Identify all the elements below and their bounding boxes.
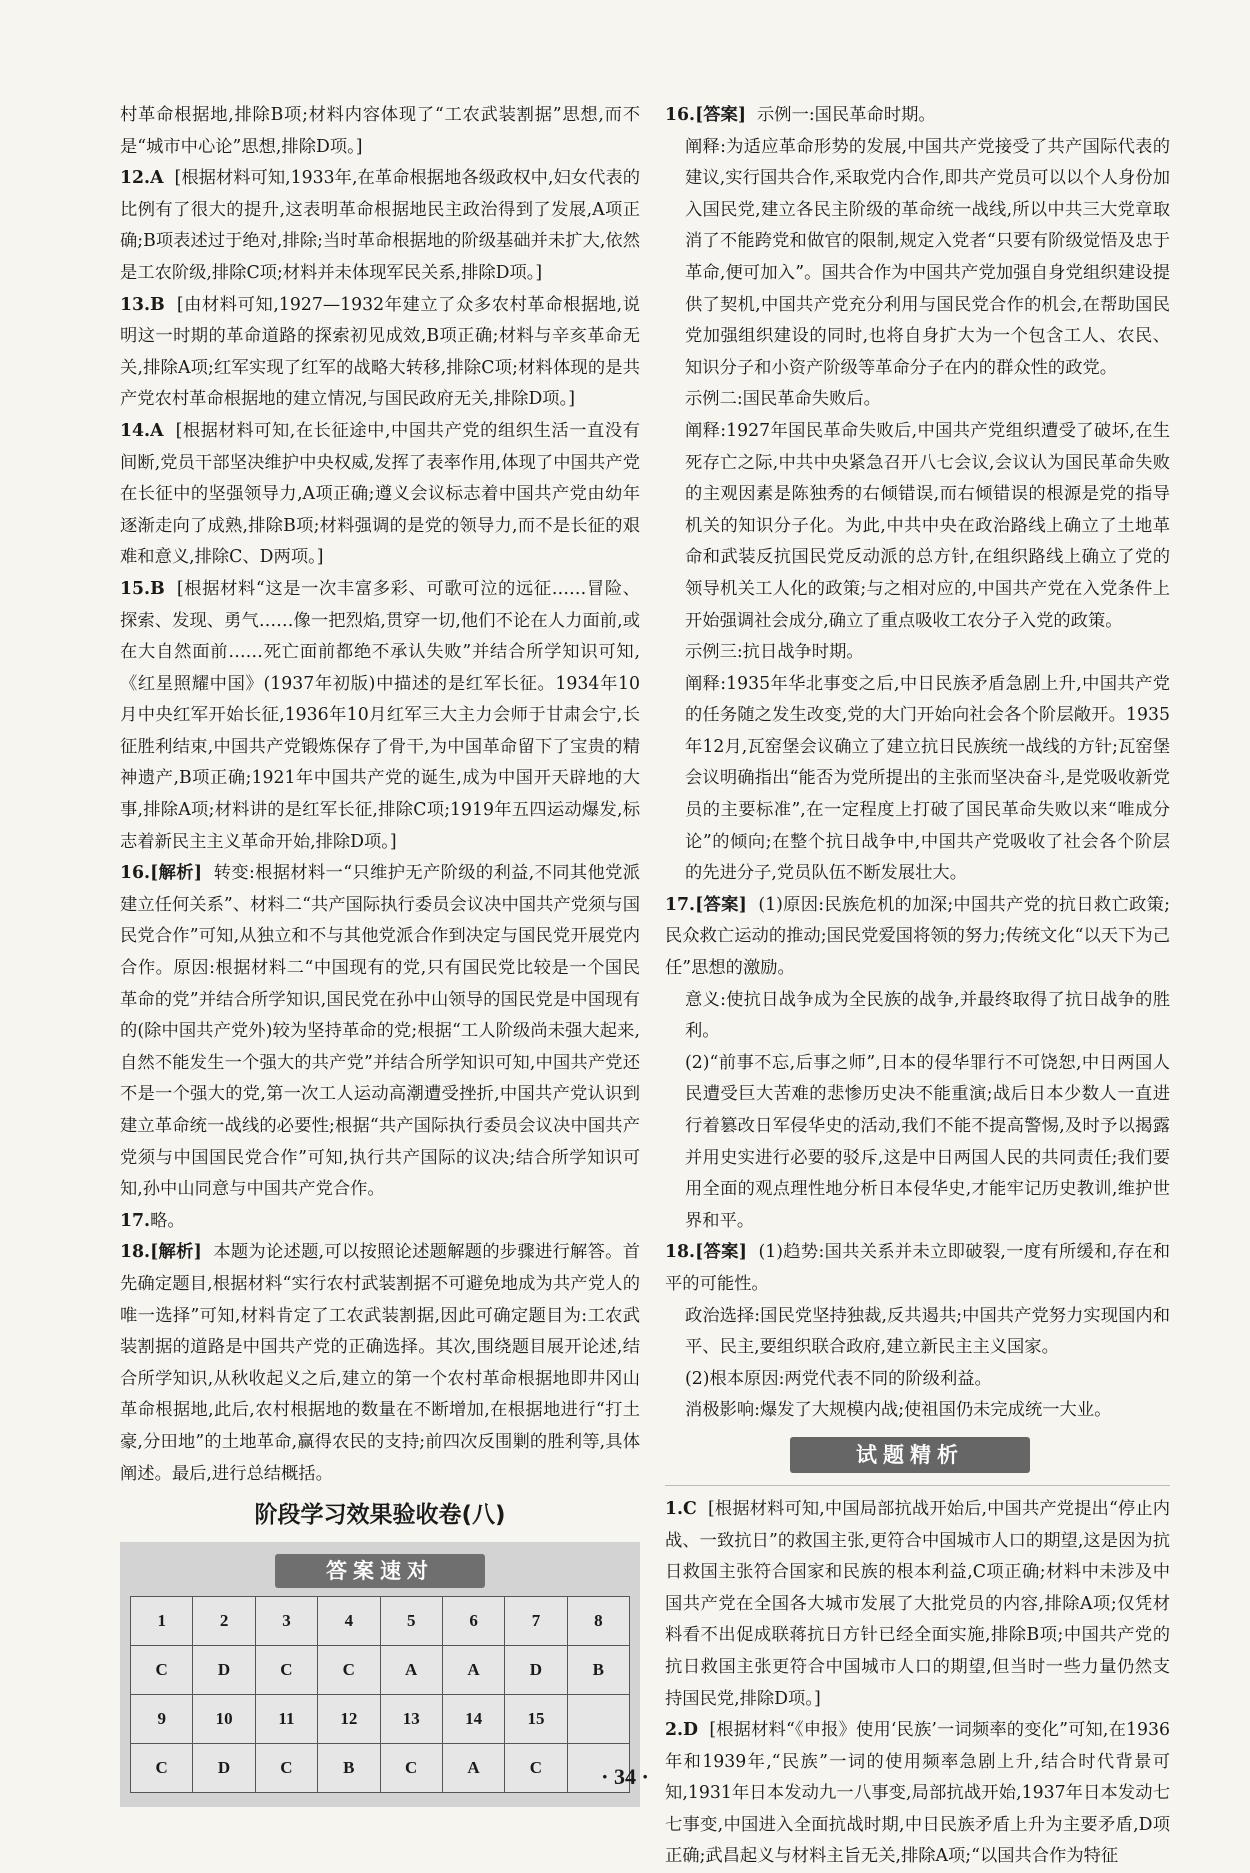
answer-explanation: [根据材料可知,中国局部抗战开始后,中国共产党提出“停止内战、一致抗日”的救国主张,更符合中国城市人口的期望,这是因为抗日救国主张符合国家和民族的根本利益,C项正确;材料中未涉及中国共产党在全国各大城市发展了大批党员的内容,排除A项;仅凭材料看不出促成联蒋抗日方针已经全面实施,排除B项;中国共产党的抗日救国主张更符合中国城市人口的期望,但当时一些力量仍然支持国民党,排除D项。] <box>665 1498 1170 1709</box>
answer-item <box>665 1715 1170 1873</box>
answer-cell: B <box>567 1646 629 1695</box>
left-column <box>120 100 640 1807</box>
answer-item <box>120 858 640 1206</box>
question-number-cell: 8 <box>567 1597 629 1646</box>
answer-item <box>665 100 1170 132</box>
answer-explanation: 转变:根据材料一“只维护无产阶级的利益,不同其他党派建立任何关系”、材料二“共产国际执行委员会议决中国共产党须与国民党合作”可知,从独立和不与其他党派合作到决定与国民党开展党内合作。原因:根据材料二“中国现有的党,只有国民党比较是一个国民革命的党”并结合所学知识,国民党在孙中山领导的国民党是中国现有的(除中国共产党外)较为坚持革命的党;根据“工人阶级尚未强大起来,自然不能发生一个强大的共产党”并结合所学知识可知,中国共产党还不是一个强大的党,第一次工人运动高潮遭受挫折,中国共产党认识到建立革命统一战线的必要性;根据“共产国际执行委员会议决中国共产党须与中国国民党合作”可知,执行共产国际的议决;结合所学知识可知,孙中山同意与中国共产党合作。 <box>120 863 640 1200</box>
answer-tag: [答案] <box>695 1242 747 1263</box>
answer-line: 阐释:1935年华北事变之后,中日民族矛盾急剧上升,中国共产党的任务随之发生改变,党的大门开始向社会各个阶层敞开。1935年12月,瓦窑堡会议确立了建立抗日民族统一战线的方针;瓦窑堡会议明确指出“能否为党所提出的主张而坚决奋斗,是党吸收新党员的主要标准”,在一定程度上打破了国民革命失败以来“唯成分论”的倾向;在整个抗日战争中,中国共产党吸收了社会各个阶层的先进分子,党员队伍不断发展壮大。 <box>685 673 1170 884</box>
answer-cell: C <box>380 1744 442 1793</box>
answer-line: 示例三:抗日战争时期。 <box>685 642 864 663</box>
question-number: 18. <box>120 1242 151 1263</box>
answer-line: 示例二:国民革命失败后。 <box>685 389 881 410</box>
question-number: 16. <box>120 863 151 884</box>
question-number: 16. <box>665 105 696 125</box>
answer-item <box>120 574 640 858</box>
question-number-cell: 1 <box>131 1597 193 1646</box>
analysis-banner: 试题精析 <box>790 1437 1030 1473</box>
answer-item <box>665 890 1170 985</box>
question-number-cell: 2 <box>193 1597 255 1646</box>
question-number: 13. <box>120 294 151 315</box>
answer-explanation: [由材料可知,1927—1932年建立了众多农村革命根据地,说明这一时期的革命道路的探索初见成效,B项正确;材料与辛亥革命无关,排除A项;红军实现了红军的战略大转移,排除C项;材料体现的是共产党农村革命根据地的建立情况,与国民政府无关,排除D项。] <box>120 294 640 410</box>
question-number: 14. <box>120 420 151 441</box>
answer-line: 意义:使抗日战争成为全民族的战争,并最终取得了抗日战争的胜利。 <box>685 989 1170 1042</box>
question-number-cell: 3 <box>255 1597 317 1646</box>
answer-explanation: [根据材料可知,1933年,在革命根据地各级政权中,妇女代表的比例有了很大的提升,这表明革命根据地民主政治得到了发展,A项正确;B项表述过于绝对,排除;当时革命根据地的阶级基础并未扩大,依然是工农阶级,排除C项;材料并未体现军民关系,排除D项。] <box>120 168 640 283</box>
answer-line: (1)趋势:国共关系并未立即破裂,一度有所缓和,存在和平的可能性。 <box>665 1242 1170 1294</box>
answer-key-banner: 答案速对 <box>275 1554 485 1588</box>
table-row <box>131 1597 630 1646</box>
answer-letter: B <box>150 578 165 599</box>
answer-cell: B <box>318 1744 380 1793</box>
answer-line: (2)根本原因:两党代表不同的阶级利益。 <box>685 1368 992 1389</box>
question-number-cell: 10 <box>193 1695 255 1744</box>
question-number-cell: 5 <box>380 1597 442 1646</box>
answer-cell: D <box>505 1646 567 1695</box>
question-number-cell: 7 <box>505 1597 567 1646</box>
answer-cell: D <box>193 1744 255 1793</box>
question-number-cell: 9 <box>131 1695 193 1744</box>
answer-letter: A <box>150 420 164 441</box>
answer-cell: A <box>442 1744 504 1793</box>
answer-cell: D <box>193 1646 255 1695</box>
question-number-cell: 14 <box>442 1695 504 1744</box>
table-row <box>131 1695 630 1744</box>
answer-line: (2)“前事不忘,后事之师”,日本的侵华罪行不可饶恕,中日两国人民遭受巨大苦难的悲惨历史决不能重演;战后日本少数人一直进行着篡改日军侵华史的活动,我们不能不提高警惕,及时予以揭露并用史实进行必要的驳斥,这是中日两国人民的共同责任;我们要用全面的观点理性地分析日本侵华史,才能牢记历史教训,维护世界和平。 <box>685 1052 1170 1231</box>
answer-letter: B <box>150 294 165 315</box>
divider <box>665 1485 1170 1486</box>
question-number-cell: 6 <box>442 1597 504 1646</box>
answer-letter: A <box>150 168 164 189</box>
answer-line: (1)原因:民族危机的加深;中国共产党的抗日救亡政策;民众救亡运动的推动;国民党爱国将领的努力;传统文化“以天下为己任”思想的激励。 <box>665 894 1170 979</box>
question-number-cell: 11 <box>255 1695 317 1744</box>
answer-line: 政治选择:国民党坚持独裁,反共遏共;中国共产党努力实现国内和平、民主,要组织联合政府,建立新民主主义国家。 <box>685 1305 1170 1358</box>
table-row <box>131 1646 630 1695</box>
answer-tag: [答案] <box>695 105 746 125</box>
answer-tag: [答案] <box>695 894 747 915</box>
answer-line: 消极影响:爆发了大规模内战;使祖国仍未完成统一大业。 <box>685 1400 1112 1421</box>
answer-explanation: 本题为论述题,可以按照论述题解题的步骤进行解答。首先确定题目,根据材料“实行农村武装割据不可避免地成为共产党人的唯一选择”可知,材料肯定了工农武装割据,因此可确定题目为:工农武装割据的道路是中国共产党的正确选择。其次,围绕题目展开论述,结合所学知识,从秋收起义之后,建立的第一个农村革命根据地即井冈山革命根据地,此后,农村根据地的数量在不断增加,在根据地进行“打土豪,分田地”的土地革命,赢得农民的支持;前四次反围剿的胜利等,具体阐述。最后,进行总结概括。 <box>120 1242 640 1484</box>
question-number: 17. <box>665 894 696 915</box>
answer-cell: A <box>380 1646 442 1695</box>
answer-explanation: [根据材料“《申报》使用‘民族’一词频率的变化”可知,在1936年和1939年,“民族”一词的使用频率急剧上升,结合时代背景可知,1931年日本发动九一八事变,局部抗战开始,1937年日本发动七七事变,中国进入全面抗战时期,中日民族矛盾上升为主要矛盾,D项正确;武昌起义与材料主旨无关,排除A项;“以国共合作为特征 <box>665 1720 1170 1867</box>
question-number: 17. <box>120 1210 151 1231</box>
answer-item <box>120 290 640 416</box>
answer-item <box>665 1494 1170 1715</box>
answer-line: 阐释:1927年国民革命失败后,中国共产党组织遭受了破坏,在生死存亡之际,中共中央紧急召开八七会议,会议认为国民革命失败的主观因素是陈独秀的右倾错误,而右倾错误的根源是党的指导机关的知识分子化。为此,中共中央在政治路线上确立了土地革命和武装反抗国民党反动派的总方针,在组织路线上确立了党的领导机关工人化的政策;与之相对应的,中国共产党在入党条件上开始强调社会成分,确立了重点吸收工农分子入党的政策。 <box>685 420 1170 631</box>
question-number-cell: 12 <box>318 1695 380 1744</box>
question-number-cell: 15 <box>505 1695 567 1744</box>
answer-continuation: 村革命根据地,排除B项;材料内容体现了“工农武装割据”思想,而不是“城市中心论”思想,排除D项。] <box>120 105 640 157</box>
answer-cell: C <box>505 1744 567 1793</box>
answer-explanation: 略。 <box>150 1210 185 1231</box>
question-number-cell: 4 <box>318 1597 380 1646</box>
answer-item <box>120 1237 640 1490</box>
question-number: 18. <box>665 1242 696 1263</box>
right-column <box>665 100 1170 1873</box>
question-number-cell: 13 <box>380 1695 442 1744</box>
answer-cell: C <box>131 1744 193 1793</box>
answer-cell: C <box>318 1646 380 1695</box>
question-number: 15. <box>120 578 151 599</box>
section-title: 阶段学习效果验收卷(八) <box>254 1502 506 1529</box>
answer-cell: C <box>131 1646 193 1695</box>
analysis-tag: [解析] <box>150 1242 202 1263</box>
answer-cell: A <box>442 1646 504 1695</box>
question-number: 1. <box>665 1498 684 1519</box>
page-number: · 34 · <box>601 1764 649 1789</box>
answer-explanation: [根据材料“这是一次丰富多彩、可歌可泣的远征……冒险、探索、发现、勇气……像一把烈焰,贯穿一切,他们不论在人力面前,或在大自然面前……死亡面前都绝不承认失败”并结合所学知识可知,《红星照耀中国》(1937年初版)中描述的是红军长征。1934年10月中央红军开始长征,1936年10月红军三大主力会师于甘肃会宁,长征胜利结束,中国共产党锻炼保存了骨干,为中国革命留下了宝贵的精神遗产,B项正确;1921年中国共产党的诞生,成为中国开天辟地的大事,排除A项;材料讲的是红军长征,排除C项;1919年五四运动爆发,标志着新民主主义革命开始,排除D项。] <box>120 578 640 852</box>
question-number-cell <box>567 1695 629 1744</box>
answer-cell: C <box>255 1744 317 1793</box>
answer-cell: C <box>255 1646 317 1695</box>
answer-item <box>120 163 640 289</box>
answer-item <box>120 1206 640 1238</box>
answer-letter: C <box>683 1498 697 1519</box>
answer-item <box>665 1237 1170 1300</box>
answer-explanation: [根据材料可知,在长征途中,中国共产党的组织生活一直没有间断,党员干部坚决维护中央权威,发挥了表率作用,体现了中国共产党在长征中的坚强领导力,A项正确;遵义会议标志着中国共产党由幼年逐渐走向了成熟,排除B项;材料强调的是党的领导力,而不是长征的艰难和意义,排除C、D两项。] <box>120 420 640 568</box>
analysis-tag: [解析] <box>150 863 203 884</box>
question-number: 12. <box>120 168 151 189</box>
answer-line: 阐释:为适应革命形势的发展,中国共产党接受了共产国际代表的建议,实行国共合作,采取党内合作,即共产党员可以以个人身份加入国民党,建立各民主阶级的革命统一战线,所以中共三大党章取消了不能跨党和做官的限制,规定入党者“只要有阶级觉悟及忠于革命,便可加入”。国共合作为中国共产党加强自身党组织建设提供了契机,中国共产党充分利用与国民党合作的机会,在帮助国民党加强组织建设的同时,也将自身扩大为一个包含工人、农民、知识分子和小资产阶级等革命分子在内的群众性的政党。 <box>685 136 1170 378</box>
answer-line: 示例一:国民革命时期。 <box>757 105 936 125</box>
question-number: 2. <box>665 1720 684 1741</box>
answer-item <box>120 416 640 574</box>
answer-letter: D <box>683 1720 699 1741</box>
